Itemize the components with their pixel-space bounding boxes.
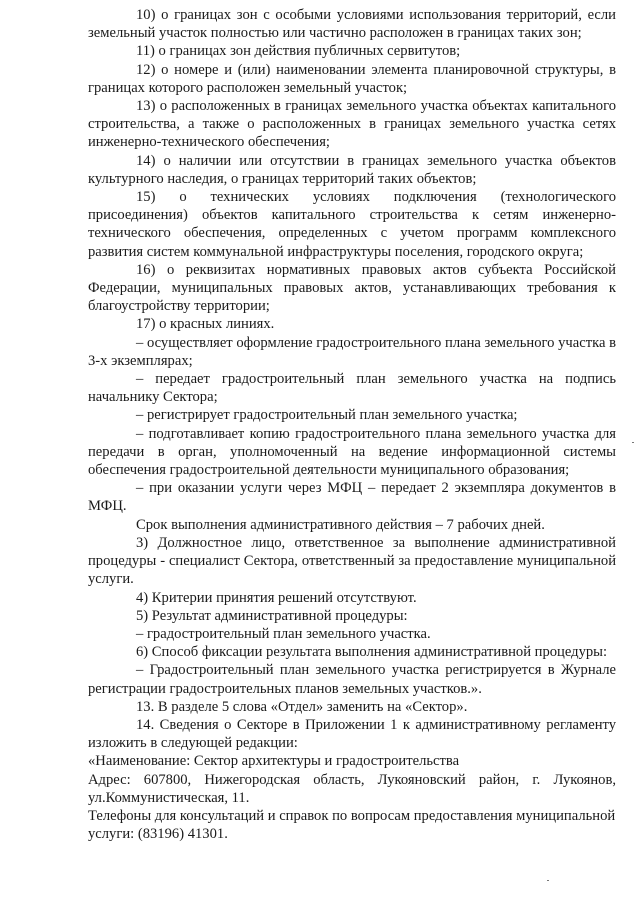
clause-14: 14. Сведения о Секторе в Приложении 1 к административному регламенту изложить в следующей редакции:: [88, 716, 616, 752]
action-item-prepare: – осуществляет оформление градостроительного плана земельного участка в 3-х экземплярах;: [88, 334, 616, 369]
document-page: [88, 6, 616, 843]
paragraph-item-10: 10) о границах зон с особыми условиями использования территорий, если земельный участок полностью или частично расположен в границах таких зон;: [88, 7, 616, 42]
sector-address: Адрес: 607800, Нижегородская область, Лукояновский район, г. Лукоянов, ул.Коммунистическая, 11.: [88, 771, 616, 806]
action-item-mfc: – при оказании услуги через МФЦ – передает 2 экземпляра документов в МФЦ.: [88, 480, 616, 515]
paragraph-item-13: 13) о расположенных в границах земельного участка объектах капитального строительства, а также о расположенных в границах земельного участка сетях инженерно-технического обеспечения;: [88, 98, 616, 151]
scan-speck: [547, 880, 549, 881]
action-item-register: – регистрирует градостроительный план земельного участка;: [136, 407, 518, 424]
scan-speck: [632, 442, 634, 443]
deadline-text: Срок выполнения административного действия – 7 рабочих дней.: [136, 516, 545, 533]
paragraph-item-14: 14) о наличии или отсутствии в границах земельного участка объектов культурного наследия, о границах территорий таких объектов;: [88, 152, 616, 187]
fixation-method-item: – Градостроительный план земельного участка регистрируется в Журнале регистрации градостроительных планов земельных участков.».: [88, 662, 616, 697]
paragraph-item-15: 15) о технических условиях подключения (технологического присоединения) объектов капитального строительства к сетям инженерно-технического обеспечения, определенных с учетом программ комплексного развития систем коммунальной инфраструктуры поселения, городского округа;: [88, 189, 616, 260]
procedure-result-item: – градостроительный план земельного участка.: [136, 625, 431, 642]
sector-phones: Телефоны для консультаций и справок по вопросам предоставления муниципальной услуги: (83196) 41301.: [88, 807, 616, 843]
decision-criteria: 4) Критерии принятия решений отсутствуют.: [136, 589, 417, 606]
action-item-sign: – передает градостроительный план земельного участка на подпись начальнику Сектора;: [88, 371, 616, 406]
clause-13: 13. В разделе 5 слова «Отдел» заменить на «Сектор».: [136, 698, 468, 715]
sector-name: «Наименование: Сектор архитектуры и градостроительства: [88, 753, 460, 770]
paragraph-item-17: 17) о красных линиях.: [136, 316, 275, 333]
paragraph-item-11: 11) о границах зон действия публичных сервитутов;: [136, 43, 461, 60]
responsible-official: 3) Должностное лицо, ответственное за выполнение административной процедуры - специалист Сектора, ответственный за предоставление муниципальной услуги.: [88, 534, 616, 588]
procedure-result-heading: 5) Результат административной процедуры:: [136, 607, 408, 624]
action-item-copy: – подготавливает копию градостроительного плана земельного участка для передачи в орган, уполномоченный на ведение информационной системы обеспечения градостроительной деятельности муниципального образования;: [88, 425, 616, 479]
paragraph-item-16: 16) о реквизитах нормативных правовых актов субъекта Российской Федерации, муниципальных правовых актов, устанавливающих требования к благоустройству территории;: [88, 261, 616, 315]
paragraph-item-12: 12) о номере и (или) наименовании элемента планировочной структуры, в границах которого расположен земельный участок;: [88, 61, 616, 96]
fixation-method: 6) Способ фиксации результата выполнения административной процедуры:: [136, 644, 608, 661]
